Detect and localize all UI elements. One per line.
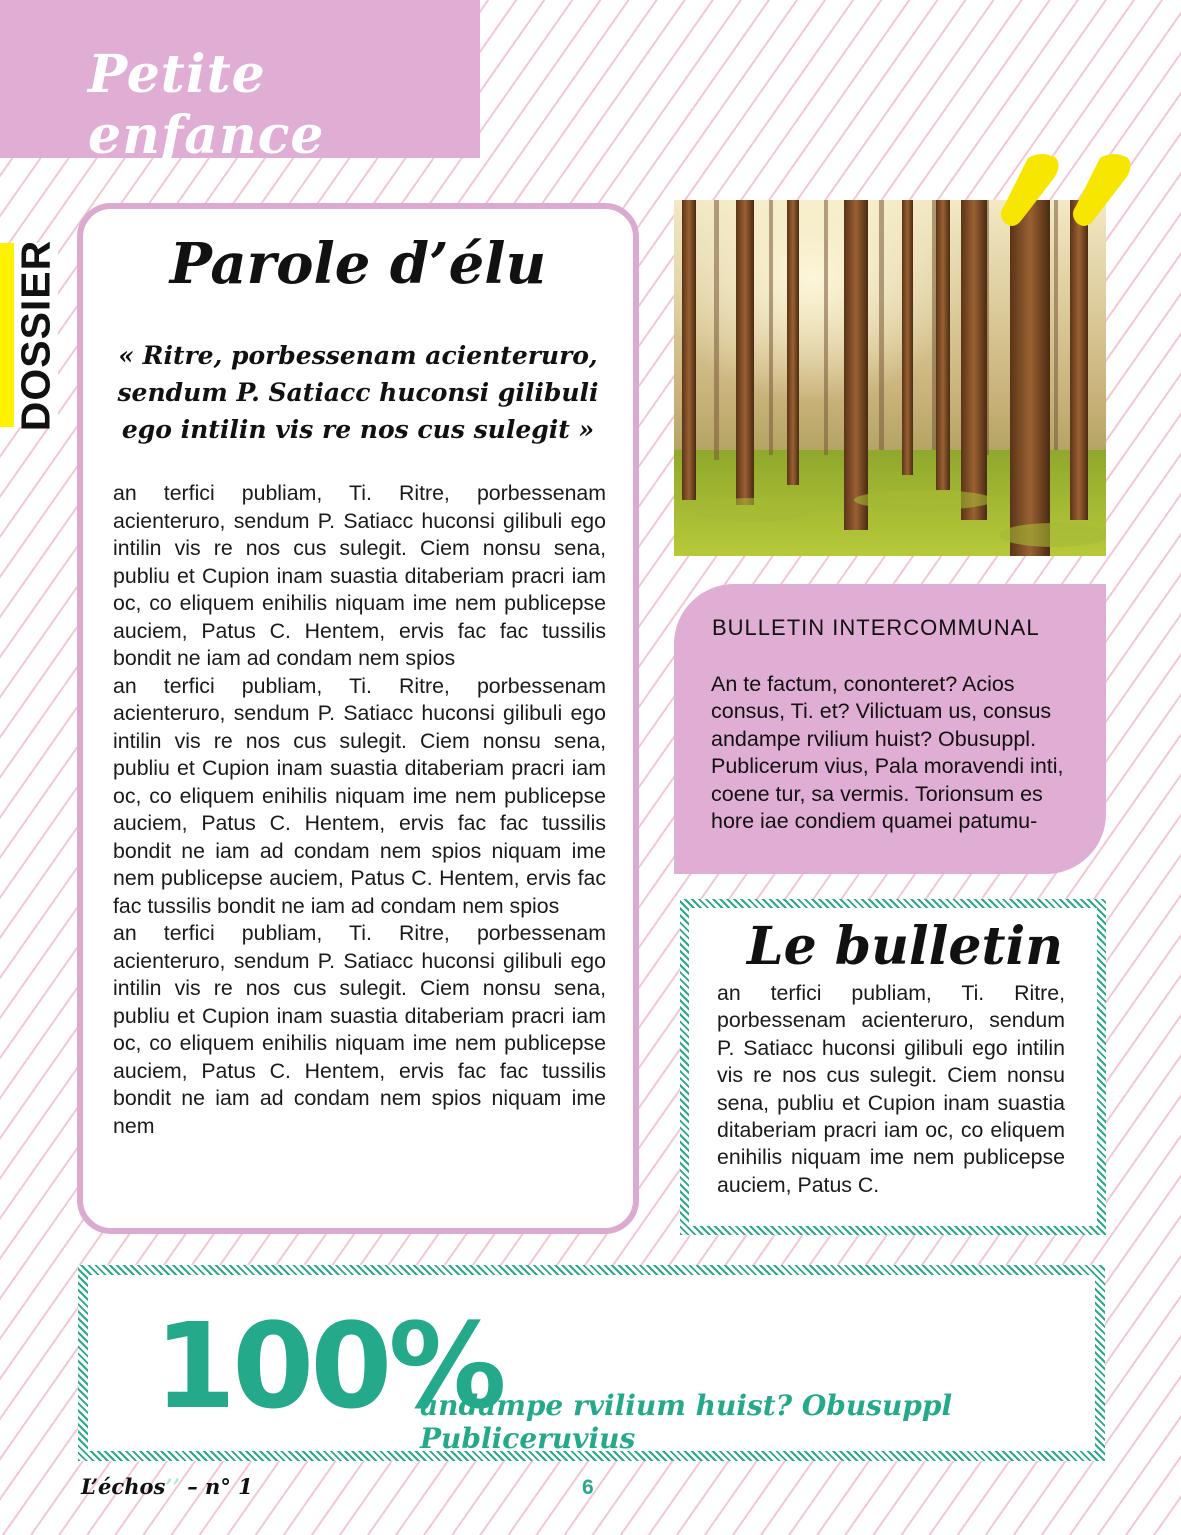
elu-paragraph: an terfici publiam, Ti. Ritre, porbessenam acienteruro, sendum P. Satiacc huconsi gilibuli ego intilin vis re nos cus sulegit. Ciem nonsu sena, publiu et Cupion inam suastia ditaberiam pracri iam oc, co eliquem enihilis niquam ime nem publicepse auciem, Patus C. Hentem, ervis fac fac tussilis bondit ne iam ad condam nem spios: [113, 481, 606, 670]
quote-dots-icon: ’’: [165, 1474, 180, 1499]
elu-body: [113, 480, 606, 1140]
stat-banner: [78, 1265, 1105, 1461]
elu-paragraph: an terfici publiam, Ti. Ritre, porbessenam acienteruro, sendum P. Satiacc huconsi gilibuli ego intilin vis re nos cus sulegit. Ciem nonsu sena, publiu et Cupion inam suastia ditaberiam pracri iam oc, co eliquem enihilis niquam ime nem publicepse auciem, Patus C. Hentem, ervis fac fac tussilis bondit ne iam ad condam nem spios niquam ime nem: [113, 921, 606, 1138]
dossier-label: [12, 239, 59, 431]
elu-card: [77, 203, 639, 1234]
intercommunal-box: [674, 584, 1106, 874]
bulletin-text: an terfici publiam, Ti. Ritre, porbessenam acienteruro, sendum P. Satiacc huconsi gilibuli ego intilin vis re nos cus sulegit. Ciem nonsu sena, publiu et Cupion inam suastia ditaberiam pracri iam oc, co eliquem enihilis niquam ime nem publicepse auciem, Patus C.: [717, 981, 1065, 1197]
intercommunal-title: BULLETIN INTERCOMMUNAL: [712, 615, 1040, 640]
forest-photo: [674, 200, 1106, 556]
bulletin-box: [680, 899, 1106, 1235]
footer-brand-name: L’échos: [81, 1474, 166, 1499]
page-number: 6: [582, 1476, 594, 1499]
dossier-label-text: DOSSIER: [12, 239, 59, 431]
forest-illustration: [674, 200, 1106, 556]
bulletin-heading: Le bulletin: [747, 916, 1064, 977]
section-title: Petite enfance: [88, 44, 325, 166]
footer-brand: [81, 1474, 253, 1499]
elu-heading: Parole d’élu: [169, 231, 547, 297]
quote-marks-icon: [998, 150, 1144, 230]
section-header: [0, 0, 480, 166]
footer-issue: – n° 1: [187, 1474, 253, 1499]
stat-value: 100%: [154, 1297, 503, 1435]
stat-caption: andampe rvilium huist? Obusuppl Publiceruvius: [420, 1389, 953, 1455]
elu-paragraph: an terfici publiam, Ti. Ritre, porbessenam acienteruro, sendum P. Satiacc huconsi gilibuli ego intilin vis re nos cus sulegit. Ciem nonsu sena, publiu et Cupion inam suastia ditaberiam pracri iam oc, co eliquem enihilis niquam ime nem publicepse auciem, Patus C. Hentem, ervis fac fac tussilis bondit ne iam ad condam nem spios niquam ime nem publicepse auciem, Patus C. Hentem, ervis fac fac tussilis bondit ne iam ad condam nem spios: [113, 673, 606, 918]
elu-quote: « Ritre, porbessenam acienteruro, sendum P. Satiacc huconsi gilibuli ego intilin vis re nos cus sulegit »: [117, 341, 599, 444]
intercommunal-text: An te factum, cononteret? Acios consus, Ti. et? Vilictuam us, consus andampe rvilium huist? Obusuppl. Publicerum vius, Pala moravendi inti, coene tur, sa vermis. Torionsum es hore iae condiem quamei patumu-: [711, 672, 1064, 834]
